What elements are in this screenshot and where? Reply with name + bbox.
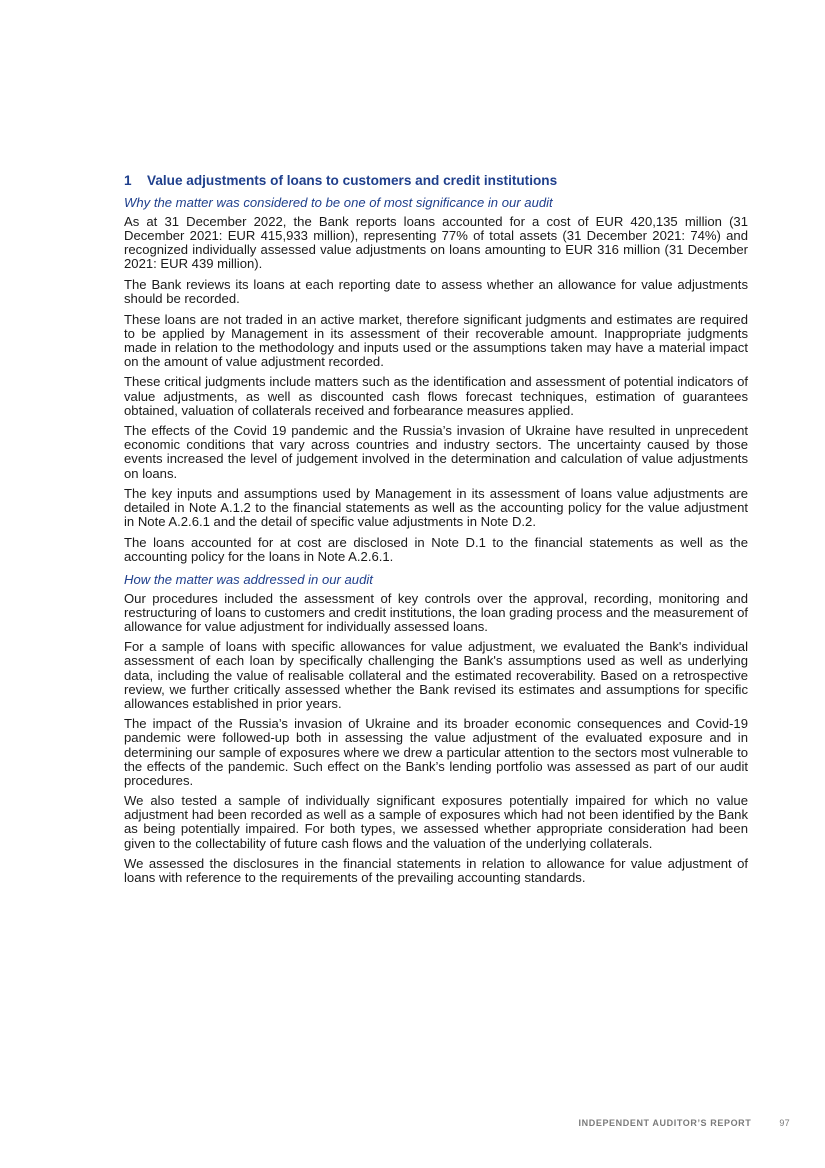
section-title: Value adjustments of loans to customers and credit institutions xyxy=(147,173,558,188)
section-heading xyxy=(124,171,748,190)
why-paragraph-6: The key inputs and assumptions used by Management in its assessment of loans value adjustments are detailed in Note A.1.2 to the financial statements as well as the accounting policy for the value adjustment in Note A.2.6.1 and the detail of specific value adjustments in Note D.2. xyxy=(124,486,748,530)
page-number: 97 xyxy=(779,1118,790,1128)
why-paragraph-3: These loans are not traded in an active market, therefore significant judgments and estimates are required to be applied by Management in its assessment of their recoverable amount. Inappropriate judgments made in relation to the methodology and inputs used or the assumptions taken may have a material impact on the amount of value adjustment recorded. xyxy=(124,311,748,369)
why-paragraph-4: These critical judgments include matters such as the identification and assessment of potential indicators of value adjustments, as well as discounted cash flows forecast techniques, estimation of guarantees obtained, valuation of collaterals received and forbearance measures applied. xyxy=(124,374,748,418)
why-paragraph-7: The loans accounted for at cost are disclosed in Note D.1 to the financial statements as well as the accounting policy for the loans in Note A.2.6.1. xyxy=(124,534,748,564)
why-paragraph-5: The effects of the Covid 19 pandemic and the Russia’s invasion of Ukraine have resulted in unprecedent economic conditions that vary across countries and industry sectors. The uncertainty caused by those events increased the level of judgement involved in the determination and calculation of value adjustments on loans. xyxy=(124,423,748,481)
key-audit-matter-section xyxy=(124,171,748,892)
how-paragraph-3: The impact of the Russia’s invasion of Ukraine and its broader economic consequences and Covid-19 pandemic were followed-up both in assessing the value adjustment of the evaluated exposure and in determining our sample of exposures where we drew a particular attention to the sectors most vulnerable to the effects of the pandemic. Such effect on the Bank’s lending portfolio was assessed as part of our audit procedures. xyxy=(124,716,748,788)
why-paragraph-1: As at 31 December 2022, the Bank reports loans accounted for a cost of EUR 420,135 million (31 December 2021: EUR 415,933 million), representing 77% of total assets (31 December 2021: 74%) and recognized individually assessed value adjustments on loans amounting to EUR 316 million (31 December 2021: EUR 439 million). xyxy=(124,214,748,272)
why-paragraph-2: The Bank reviews its loans at each reporting date to assess whether an allowance for value adjustments should be recorded. xyxy=(124,276,748,306)
page-footer xyxy=(579,1118,790,1128)
how-paragraph-5: We assessed the disclosures in the financial statements in relation to allowance for value adjustment of loans with reference to the requirements of the prevailing accounting standards. xyxy=(124,856,748,886)
how-paragraph-2: For a sample of loans with specific allowances for value adjustment, we evaluated the Bank's individual assessment of each loan by specifically challenging the Bank's assumptions used as well as underlying data, including the value of realisable collateral and the estimated recoverability. Based on a retrospective review, we further critically assessed whether the Bank revised its estimates and assumptions for specific allowances established in prior years. xyxy=(124,639,748,711)
footer-label: INDEPENDENT AUDITOR’S REPORT xyxy=(578,1118,752,1128)
why-subheading: Why the matter was considered to be one of most significance in our audit xyxy=(124,195,553,210)
how-subheading: How the matter was addressed in our audit xyxy=(124,571,373,587)
how-paragraph-1: Our procedures included the assessment of key controls over the approval, recording, monitoring and restructuring of loans to customers and credit institutions, the loan grading process and the measurement of allowance for value adjustment for individually assessed loans. xyxy=(124,590,748,634)
how-paragraph-4: We also tested a sample of individually significant exposures potentially impaired for which no value adjustment had been recorded as well as a sample of exposures which had not been identified by the Bank as being potentially impaired. For both types, we assessed whether appropriate consideration had been given to the collectability of future cash flows and the valuation of the underlying collaterals. xyxy=(124,793,748,851)
section-number: 1 xyxy=(124,173,132,188)
